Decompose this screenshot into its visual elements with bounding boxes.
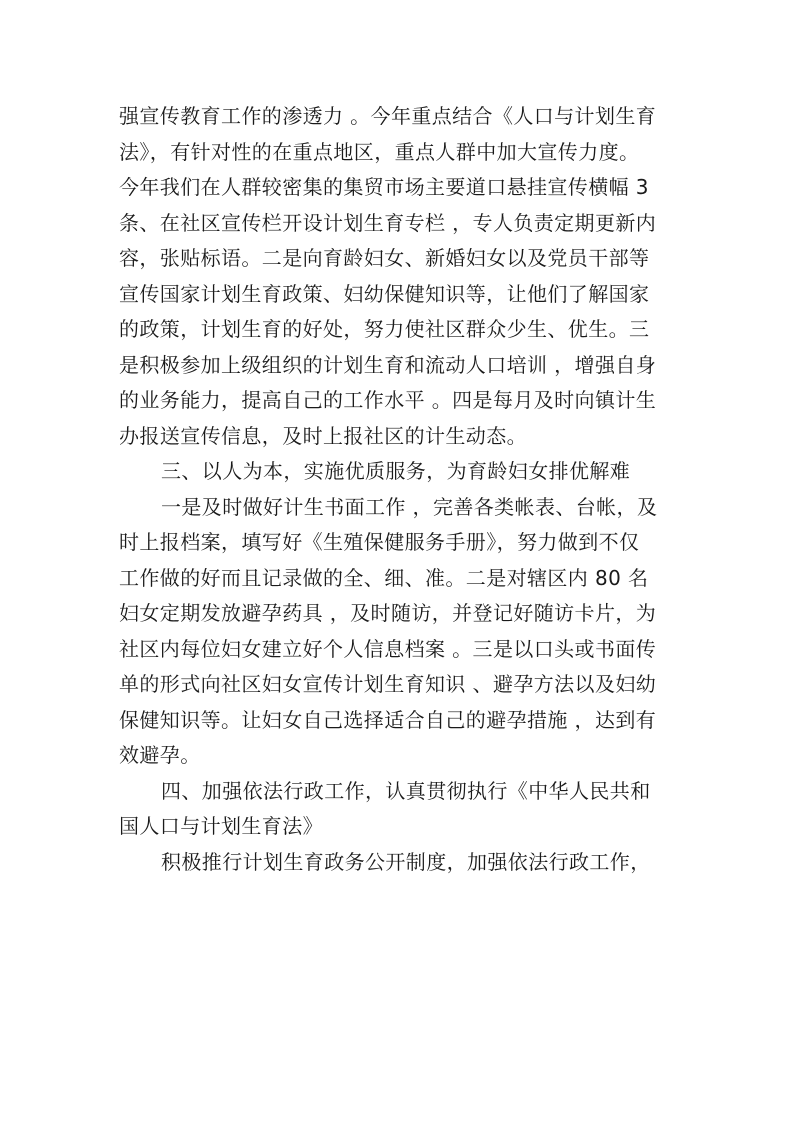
document-line: 宣传国家计划生育政策、妇幼保健知识等，让他们了解国家 [119, 281, 650, 306]
document-line: 时上报档案，填写好《生殖保健服务手册》，努力做到不仅 [119, 530, 640, 554]
document-line: 条、在社区宣传栏开设计划生育专栏 ，专人负责定期更新内 [119, 210, 657, 235]
document-line: 工作做的好而且记录做的全、细、准。二是对辖区内 80 名 [119, 565, 649, 590]
document-line: 四、加强依法行政工作，认真贯彻执行《中华人民共和 [161, 778, 651, 803]
document-line: 容，张贴标语。二是向育龄妇女、新婚妇女以及党员干部等 [119, 246, 650, 270]
document-line: 一是及时做好计生书面工作 ，完善各类帐表、台帐，及 [161, 494, 658, 519]
document-line: 的业务能力，提高自己的工作水平 。四是每月及时向镇计生 [119, 388, 657, 412]
document-line: 强宣传教育工作的渗透力 。今年重点结合《人口与计划生育 [119, 104, 657, 128]
document-line: 是积极参加上级组织的计划生育和流动人口培训 ，增强自身 [119, 352, 657, 377]
document-line: 效避孕。 [119, 743, 201, 767]
document-line: 三、以人为本，实施优质服务，为育龄妇女排优解难 [161, 459, 631, 483]
document-line: 今年我们在人群较密集的集贸市场主要道口悬挂宣传横幅 3 [119, 175, 649, 199]
document-line: 保健知识等。让妇女自己选择适合自己的避孕措施 ，达到有 [119, 707, 657, 732]
document-line: 积极推行计划生育政务公开制度，加强依法行政工作， [161, 849, 651, 874]
document-line: 的政策，计划生育的好处，努力使社区群众少生、优生。三 [119, 317, 650, 341]
document-line: 社区内每位妇女建立好个人信息档案 。三是以口头或书面传 [119, 636, 657, 661]
document-body [119, 99, 679, 880]
document-line: 国人口与计划生育法》 [119, 814, 323, 838]
document-line: 单的形式向社区妇女宣传计划生育知识 、避孕方法以及妇幼 [119, 672, 657, 696]
document-line: 法》，有针对性的在重点地区，重点人群中加大宣传力度。 [119, 139, 640, 164]
document-line: 妇女定期发放避孕药具 ，及时随访，并登记好随访卡片，为 [119, 601, 657, 625]
document-line: 办报送宣传信息，及时上报社区的计生动态。 [119, 423, 527, 448]
